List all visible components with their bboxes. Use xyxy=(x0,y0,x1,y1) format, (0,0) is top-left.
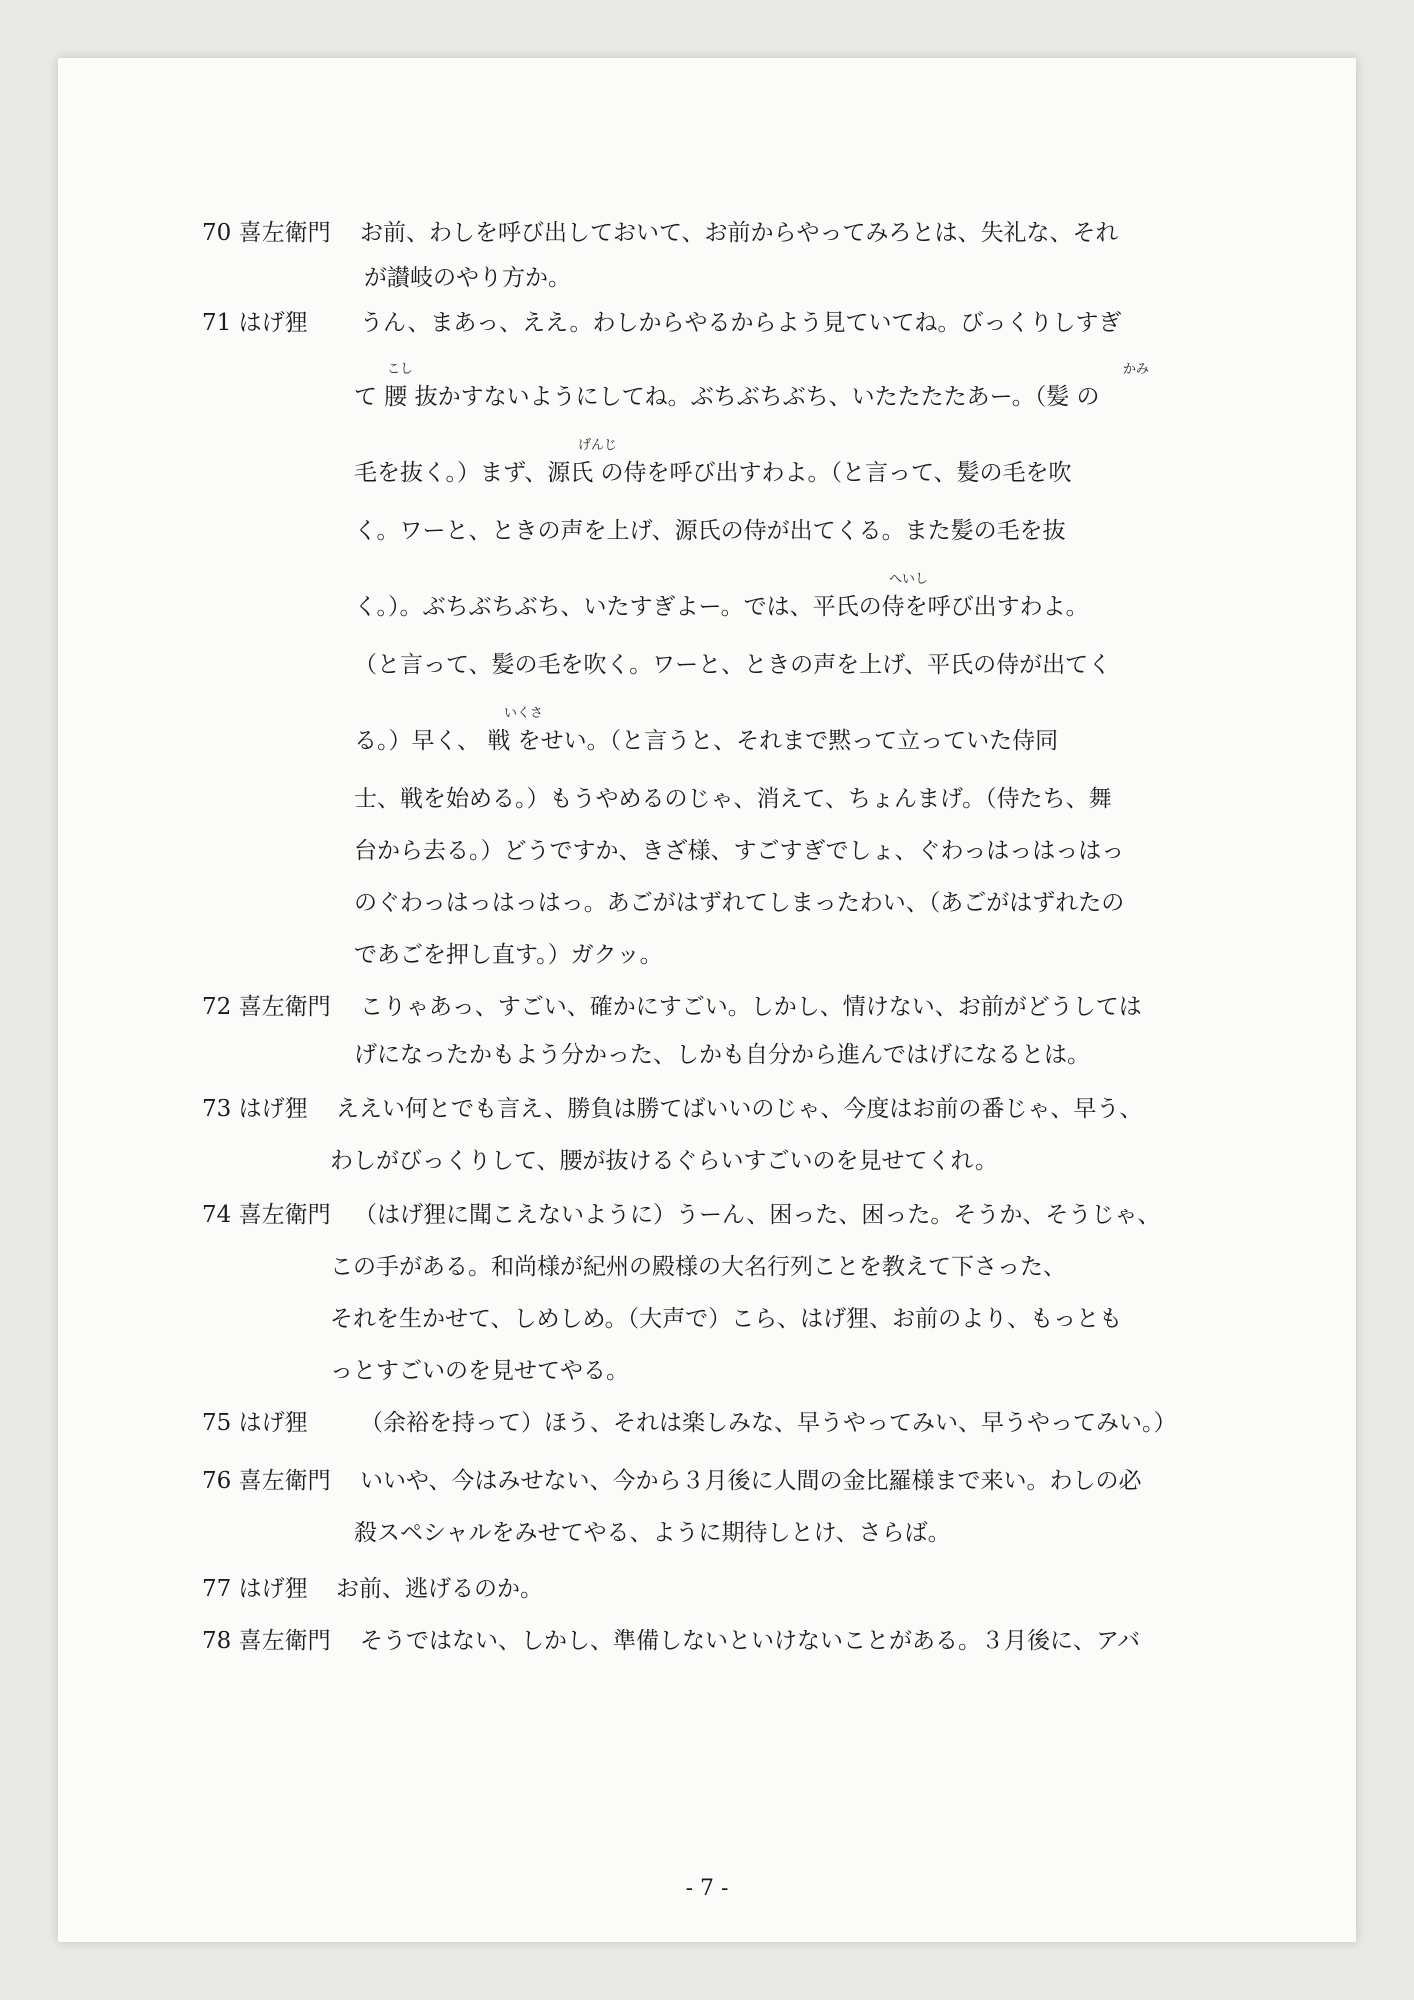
dialogue-text: （はげ狸に聞こえないように）うーん、困った、困った。そうか、そうじゃ、 xyxy=(354,1202,1161,1228)
dialogue-continuation xyxy=(58,261,1356,295)
dialogue-continuation xyxy=(58,1038,1356,1072)
dialogue-text: て 腰 抜かすないようにしてね。ぶちぶちぶち、いたたたたあー。（髪 の xyxy=(354,384,1100,410)
dialogue-text: のぐわっはっはっはっ。あごがはずれてしまったわい、（あごがはずれたの xyxy=(354,890,1125,916)
dialogue-continuation xyxy=(58,1354,1356,1388)
dialogue-line-72 xyxy=(58,990,1356,1024)
dialogue-line-78 xyxy=(58,1624,1356,1658)
ruby-reading-ikusa: いくさ xyxy=(504,706,544,721)
dialogue-continuation xyxy=(58,782,1356,816)
dialogue-text: （余裕を持って）ほう、それは楽しみな、早うやってみい、早うやってみい。） xyxy=(360,1410,1177,1436)
dialogue-text: く。）。ぶちぶちぶち、いたすぎよー。では、平氏の侍を呼び出すわよ。 xyxy=(354,594,1089,620)
dialogue-line-77 xyxy=(58,1572,1356,1606)
dialogue-text: それを生かせて、しめしめ。（大声で）こら、はげ狸、お前のより、もっとも xyxy=(330,1306,1123,1332)
dialogue-continuation xyxy=(58,1516,1356,1550)
dialogue-text: いいや、今はみせない、今から３月後に人間の金比羅様まで来い。わしの必 xyxy=(360,1468,1142,1494)
dialogue-text: 毛を抜く。）まず、源氏 の侍を呼び出すわよ。（と言って、髪の毛を吹 xyxy=(354,460,1072,486)
dialogue-continuation xyxy=(58,1302,1356,1336)
speaker-label: 72 喜左衛門 xyxy=(202,994,331,1020)
dialogue-line-70 xyxy=(58,216,1356,250)
dialogue-text: お前、逃げるのか。 xyxy=(336,1576,543,1602)
dialogue-text: 殺スペシャルをみせてやる、ように期待しとけ、さらば。 xyxy=(354,1520,951,1546)
dialogue-continuation xyxy=(58,938,1356,972)
dialogue-text: こりゃあっ、すごい、確かにすごい。しかし、情けない、お前がどうしては xyxy=(360,994,1142,1020)
page-number: - 7 - xyxy=(685,1876,729,1901)
dialogue-text: そうではない、しかし、準備しないといけないことがある。３月後に、アバ xyxy=(360,1628,1141,1654)
dialogue-continuation xyxy=(58,456,1356,490)
speaker-label: 70 喜左衛門 xyxy=(202,220,331,246)
ruby-reading-genji: げんじ xyxy=(578,438,618,453)
dialogue-text: であごを押し直す。）ガクッ。 xyxy=(354,942,663,968)
dialogue-continuation xyxy=(58,1144,1356,1178)
dialogue-line-71 xyxy=(58,306,1356,340)
dialogue-text: が讃岐のやり方か。 xyxy=(364,265,571,291)
dialogue-line-73 xyxy=(58,1092,1356,1126)
speaker-label: 74 喜左衛門 xyxy=(202,1202,331,1228)
speaker-label: 77 はげ狸 xyxy=(202,1576,308,1602)
ruby-reading-kami: かみ xyxy=(1123,362,1150,377)
dialogue-text: ええい何とでも言え、勝負は勝てばいいのじゃ、今度はお前の番じゃ、早う、 xyxy=(336,1096,1143,1122)
dialogue-continuation xyxy=(58,648,1356,682)
dialogue-continuation xyxy=(58,886,1356,920)
dialogue-line-76 xyxy=(58,1464,1356,1498)
dialogue-continuation xyxy=(58,1250,1356,1284)
dialogue-continuation xyxy=(58,724,1356,758)
dialogue-line-75 xyxy=(58,1406,1356,1440)
script-body xyxy=(58,58,1356,1942)
dialogue-line-74 xyxy=(58,1198,1356,1232)
speaker-label: 73 はげ狸 xyxy=(202,1096,308,1122)
dialogue-continuation xyxy=(58,380,1356,414)
document-page xyxy=(58,58,1356,1942)
dialogue-continuation xyxy=(58,590,1356,624)
speaker-label: 75 はげ狸 xyxy=(202,1410,308,1436)
dialogue-text: お前、わしを呼び出しておいて、お前からやってみろとは、失礼な、それ xyxy=(360,220,1119,246)
dialogue-text: わしがびっくりして、腰が抜けるぐらいすごいのを見せてくれ。 xyxy=(330,1148,998,1174)
dialogue-text: っとすごいのを見せてやる。 xyxy=(330,1358,629,1384)
dialogue-continuation xyxy=(58,834,1356,868)
ruby-reading-koshi: こし xyxy=(387,362,414,377)
dialogue-text: （と言って、髪の毛を吹く。ワーと、ときの声を上げ、平氏の侍が出てく xyxy=(354,652,1112,678)
dialogue-text: る。）早く、 戦 をせい。（と言うと、それまで黙って立っていた侍同 xyxy=(354,728,1059,754)
dialogue-text: この手がある。和尚様が紀州の殿様の大名行列ことを教えて下さった、 xyxy=(330,1254,1066,1280)
dialogue-text: げになったかもよう分かった、しかも自分から進んではげになるとは。 xyxy=(354,1042,1090,1068)
dialogue-text: く。ワーと、ときの声を上げ、源氏の侍が出てくる。また髪の毛を抜 xyxy=(354,518,1066,544)
speaker-label: 78 喜左衛門 xyxy=(202,1628,331,1654)
dialogue-text: うん、まあっ、ええ。わしからやるからよう見ていてね。びっくりしすぎ xyxy=(360,310,1122,336)
dialogue-text: 台から去る。）どうですか、きざ様、すごすぎでしょ、ぐわっはっはっはっ xyxy=(354,838,1125,864)
dialogue-text: 士、戦を始める。）もうやめるのじゃ、消えて、ちょんまげ。（侍たち、舞 xyxy=(354,786,1112,812)
dialogue-continuation xyxy=(58,514,1356,548)
ruby-reading-heishi: へいし xyxy=(889,572,929,587)
speaker-label: 76 喜左衛門 xyxy=(202,1468,331,1494)
speaker-label: 71 はげ狸 xyxy=(202,310,308,336)
